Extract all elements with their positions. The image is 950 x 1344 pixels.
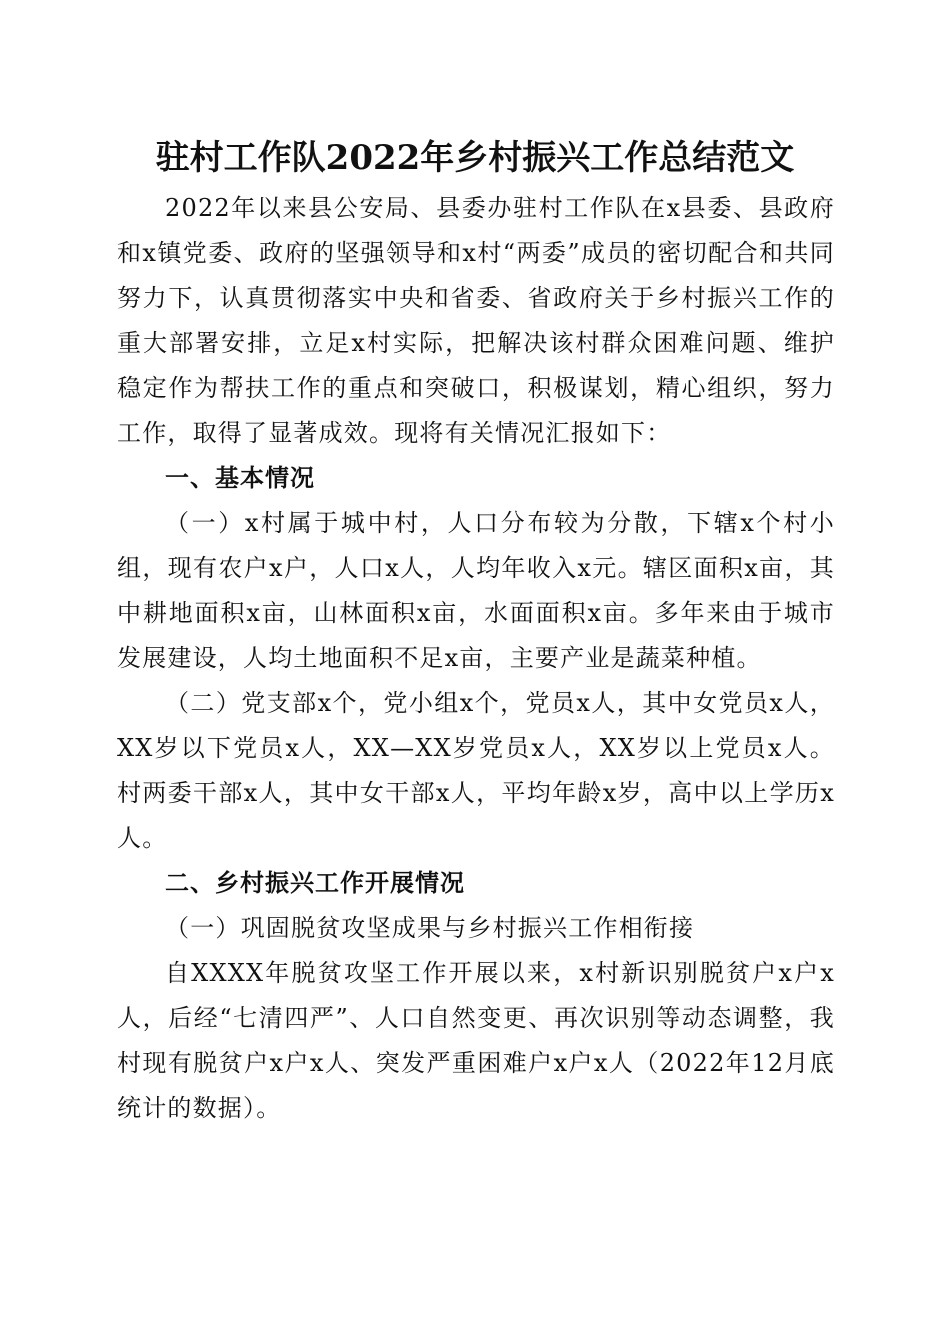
basic-info-paragraph-1: （一）x村属于城中村，人口分布较为分散，下辖x个村小组，现有农户x户，人口x人，人均年收入x元。辖区面积x亩，其中耕地面积x亩，山林面积x亩，水面面积x亩。多年来由于城市发展建设，人均土地面积不足x亩，主要产业是蔬菜种植。: [117, 509, 835, 672]
section-heading-basic-info: 一、基本情况: [165, 464, 315, 492]
section-heading-revitalization: 二、乡村振兴工作开展情况: [165, 869, 465, 897]
document-title: 驻村工作队2022年乡村振兴工作总结范文: [155, 138, 795, 178]
subsection-heading-consolidate: （一）巩固脱贫攻坚成果与乡村振兴工作相衔接: [165, 914, 695, 942]
intro-paragraph: 2022年以来县公安局、县委办驻村工作队在x县委、县政府和x镇党委、政府的坚强领导和x村“两委”成员的密切配合和共同努力下，认真贯彻落实中央和省委、省政府关于乡村振兴工作的重大部署安排，立足x村实际，把解决该村群众困难问题、维护稳定作为帮扶工作的重点和突破口，积极谋划，精心组织，努力工作，取得了显著成效。现将有关情况汇报如下：: [117, 194, 835, 447]
revitalization-paragraph-1: 自XXXX年脱贫攻坚工作开展以来，x村新识别脱贫户x户x人，后经“七清四严”、人口自然变更、再次识别等动态调整，我村现有脱贫户x户x人、突发严重困难户x户x人（2022年12月底统计的数据）。: [117, 959, 835, 1122]
basic-info-paragraph-2: （二）党支部x个，党小组x个，党员x人，其中女党员x人，XX岁以下党员x人，XX—XX岁党员x人，XX岁以上党员x人。村两委干部x人，其中女干部x人，平均年龄x岁，高中以上学历x人。: [117, 689, 835, 852]
document-body: [117, 186, 835, 1131]
